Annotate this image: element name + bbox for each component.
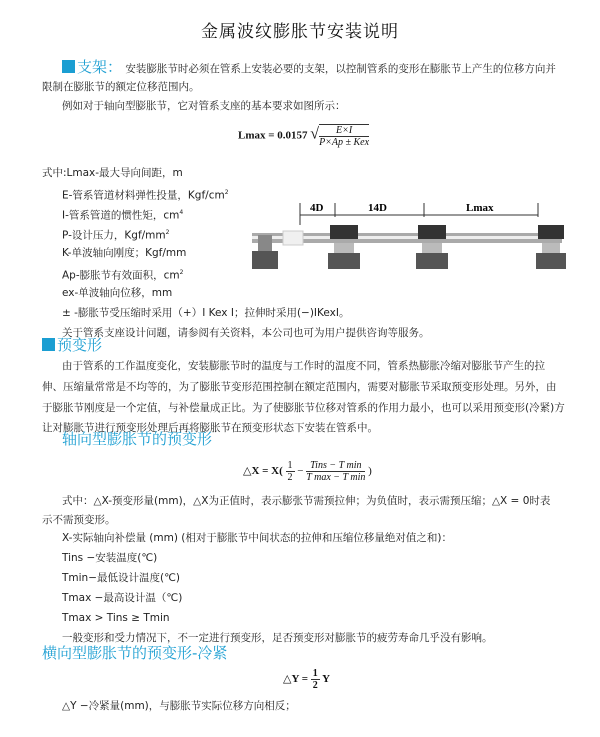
lateral-heading: 横向型膨胀节的预变形-冷紧 (42, 644, 228, 662)
square-bullet-icon (62, 60, 75, 73)
axial-line: X-实际轴向补偿量 (mm) (相对于膨胀节中间状态的拉伸和压缩位移量绝对值之和)： (62, 532, 452, 544)
axial-line: Tins −安装温度(℃) (62, 552, 158, 564)
lateral-line: △Y −冷紧量(mm)，与膨胀节实际位移方向相反； (62, 700, 296, 712)
def-k: K-单波轴向刚度；Kgf/mm (62, 247, 187, 259)
lmax-formula: Lmax = 0.0157 √ $\frac{E\times I}{\text{P×Ap ± Kex}}$ (238, 125, 370, 148)
def-p: P-设计压力，Kgf/$mm^2$ (62, 229, 170, 242)
dim-lmax: Lmax (466, 202, 494, 214)
para-line: 由于管系的工作温度变化，安装膨胀节时的温度与工作时的温度不同，管系热膨胀冷缩对膨胀节产生的拉 (62, 360, 545, 372)
support-diagram (248, 195, 568, 280)
axial-line: Tmax −最高设计温（℃) (62, 592, 183, 604)
dim-4d: 4D (310, 202, 324, 214)
support-intro-line: 支架： 安装膨胀节时必须在管系上安装必要的支架，以控制管系的变形在膨胀节上产生的位移方向并 (62, 58, 556, 76)
precompress-heading: 预变形 (42, 336, 102, 354)
axial-line: Tmax > Tins ≥ Tmin (62, 612, 170, 624)
def-sign: ± -膨胀节受压缩时采用（+）I Kex I；拉伸时采用(−)IKexI。 (62, 307, 350, 319)
support-intro-line2: 限制在膨胀节的额定位移范围内。 (42, 81, 200, 93)
axial-heading: 轴向型膨胀节的预变形 (62, 430, 213, 448)
para-line: 于膨胀节刚度是一个定值，与补偿量成正比。为了使膨胀节位移对管系的作用力最小，也可以采用预变形(冷紧)方 (42, 402, 565, 414)
support-heading: 支架： (62, 58, 122, 76)
def-lmax: 式中:Lmax-最大导向间距，m (42, 167, 183, 179)
dim-14d: 14D (368, 202, 387, 214)
def-e: E-管系管道材料弹性投量，Kgf/$cm^2$ (62, 189, 229, 202)
def-ap: Ap-膨胀节有效面积，$cm^2$ (62, 269, 184, 282)
def-ex: ex-单波轴向位移，mm (62, 287, 173, 299)
axial-line: Tmin−最低设计温度(℃) (62, 572, 180, 584)
para-line: 伸、压缩量常常是不均等的，为了膨胀节变形范围控制在额定范围内，需要对膨胀节采取预变形处理。另外，由 (42, 381, 557, 393)
def-i: I-管系管道的惯性矩，$cm^4$ (62, 209, 184, 222)
page-title: 金属波纹膨胀节安装说明 (201, 22, 399, 42)
axial-line: 式中：△X-预变形量(mm)，△X为正值时，表示膨张节需预拉伸；为负值时，表示需预压缩；△X = 0时表 (62, 495, 551, 507)
para-line: 让对膨胀节进行预变形处理后再将膨胀节在预变形状态下安装在管系中。 (42, 422, 378, 434)
axial-formula: △X = X( $\frac{1}{2}$ − $\frac{\text{Tins − T min}}{\text{T max − T min}}$ ) (243, 460, 372, 483)
axial-line: 一般变形和受力情况下，不一定进行预变形，足否预变形对膨胀节的疲劳寿命几乎没有影响。 (62, 632, 493, 644)
support-note: 关于管系支座设计问题，请参阅有关资料，本公司也可为用户提供咨询等服务。 (62, 327, 430, 339)
lateral-formula: △Y = $\frac{1}{2}$ Y (283, 668, 331, 691)
support-example: 例如对于轴向型膨胀节，它对管系支座的基本要求如图所示： (62, 100, 346, 112)
square-bullet-icon (42, 338, 55, 351)
axial-line: 示不需预变形。 (42, 514, 116, 526)
bellows (283, 231, 303, 245)
